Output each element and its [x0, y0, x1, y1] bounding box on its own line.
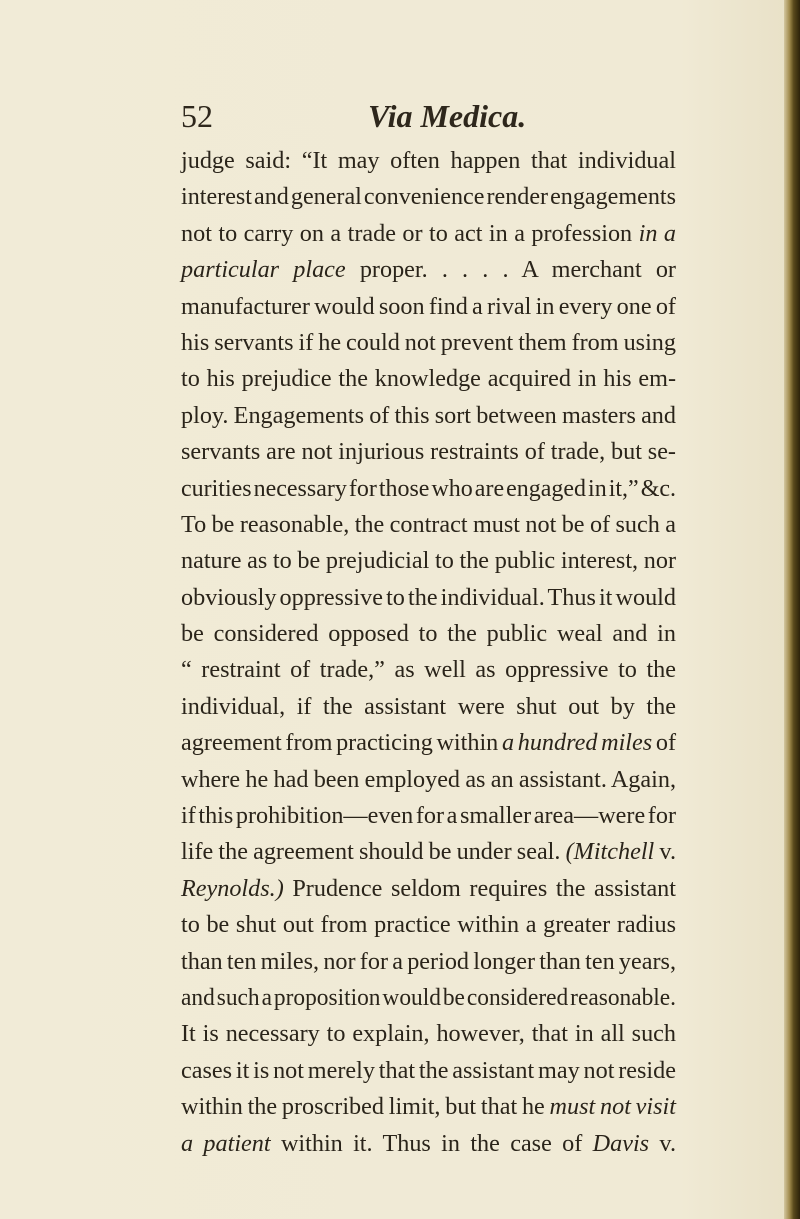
body-text	[181, 143, 676, 1162]
running-title: Via Medica.	[368, 98, 527, 134]
text-line	[181, 471, 676, 507]
text-run: v.	[654, 838, 676, 866]
text-line	[181, 289, 676, 325]
text-run: agreement from practicing within	[181, 729, 502, 757]
text-run: cases it is not merely that the assistant may not reside	[181, 1056, 676, 1084]
text-run: where he had been employed as an assistant. Again,	[181, 765, 676, 793]
text-run: to his prejudice the knowledge acquired in his em-	[181, 365, 676, 393]
text-run: his servants if he could not prevent them from using	[181, 328, 676, 356]
text-line	[181, 1126, 676, 1162]
text-line	[181, 616, 676, 652]
text-line	[181, 1016, 676, 1052]
text-line	[181, 325, 676, 361]
text-run: obviously oppressive to the individual. Thus it would	[181, 583, 676, 611]
text-run: servants are not injurious restraints of trade, but se-	[181, 438, 676, 466]
text-line	[181, 834, 676, 870]
text-run: if this prohibition—even for a smaller area—were for	[181, 802, 676, 830]
italic-text: a patient	[181, 1129, 271, 1157]
text-run: v.	[649, 1129, 676, 1157]
italic-text: Davis	[592, 1129, 650, 1157]
text-line	[181, 944, 676, 980]
text-line	[181, 216, 676, 252]
text-line	[181, 871, 676, 907]
text-line	[181, 580, 676, 616]
text-line	[181, 689, 676, 725]
text-line	[181, 798, 676, 834]
text-line	[181, 980, 676, 1016]
text-run: manufacturer would soon find a rival in every one of	[181, 292, 676, 320]
book-spine-edge	[784, 0, 800, 1219]
text-run: nature as to be prejudicial to the public interest, nor	[181, 547, 676, 575]
text-line	[181, 1053, 676, 1089]
text-run: be considered opposed to the public weal and in	[181, 620, 676, 648]
text-run: interest and general convenience render engagements	[181, 183, 676, 211]
italic-text: particular place	[181, 256, 346, 284]
text-run: life the agreement should be under seal.	[181, 838, 566, 866]
text-run: curities necessary for those who are engaged in it,” &c.	[181, 474, 676, 502]
text-line	[181, 361, 676, 397]
italic-text: Reynolds.)	[181, 874, 284, 902]
italic-text: in a	[638, 219, 676, 247]
page-header	[181, 98, 681, 138]
italic-text: a hundred miles	[501, 729, 653, 757]
text-run: and such a proposition would be considered reasonable.	[181, 983, 676, 1011]
text-line	[181, 907, 676, 943]
text-run: than ten miles, nor for a period longer than ten years,	[181, 947, 676, 975]
text-line	[181, 652, 676, 688]
text-run: not to carry on a trade or to act in a profession	[181, 219, 639, 247]
text-run: judge said: “It may often happen that individual	[181, 147, 676, 174]
text-run: to be shut out from practice within a greater radius	[181, 911, 676, 939]
text-line	[181, 398, 676, 434]
italic-text: (Mitchell	[565, 838, 655, 866]
text-line	[181, 179, 676, 215]
text-run: It is necessary to explain, however, that in all such	[181, 1020, 676, 1048]
text-run: Prudence seldom requires the assistant	[283, 874, 676, 902]
text-run: proper. . . . . A merchant or	[345, 256, 676, 284]
text-run: individual, if the assistant were shut out by the	[181, 692, 676, 720]
page-number: 52	[181, 98, 213, 134]
text-line	[181, 507, 676, 543]
text-run: “ restraint of trade,” as well as oppressive to the	[181, 656, 676, 684]
text-line	[181, 252, 676, 288]
text-run: of	[652, 729, 676, 757]
text-line	[181, 725, 676, 761]
text-run: To be reasonable, the contract must not be of such a	[181, 510, 676, 538]
text-line	[181, 434, 676, 470]
italic-text: must not visit	[549, 1093, 676, 1121]
text-line	[181, 543, 676, 579]
text-line	[181, 1089, 676, 1125]
text-run: within it. Thus in the case of	[270, 1129, 593, 1157]
text-run: within the proscribed limit, but that he	[181, 1093, 550, 1121]
text-line	[181, 762, 676, 798]
text-run: ploy. Engagements of this sort between masters and	[181, 401, 676, 429]
text-line	[181, 143, 676, 179]
